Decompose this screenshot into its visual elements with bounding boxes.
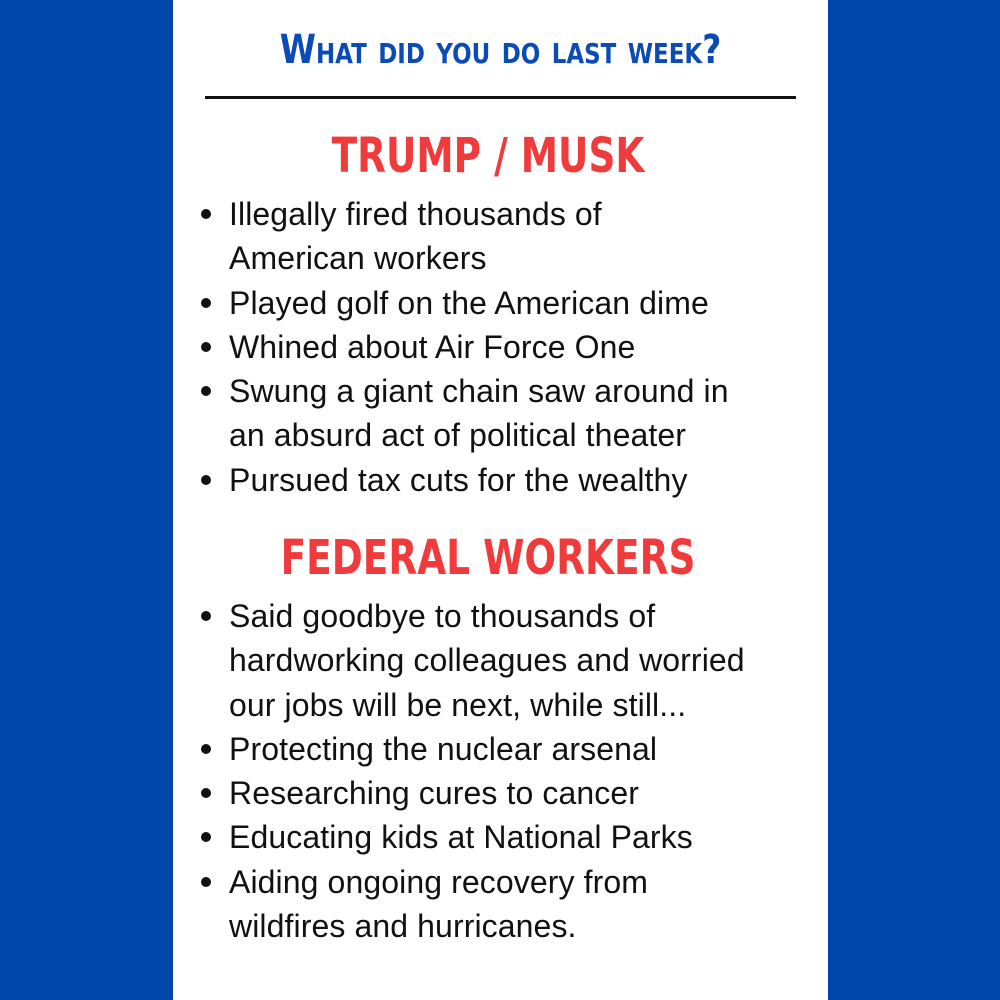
list-item [201,815,826,859]
bullet-icon [201,342,211,352]
list-item-text: Said goodbye to thousands of hardworking colleagues and worried our jobs will be next, while still... [229,598,745,723]
list-item [201,771,826,815]
bullet-icon [201,788,211,798]
bullet-icon [201,298,211,308]
list-item-text: Swung a giant chain saw around in an absurd act of political theater [229,373,729,454]
list-item-text: Researching cures to cancer [229,775,640,812]
title-divider [205,96,796,99]
list-item-text: Protecting the nuclear arsenal [229,730,658,767]
bullet-icon [201,744,211,754]
list-item [201,458,826,502]
bullet-icon [201,386,211,396]
list-item [201,325,826,369]
bullet-icon [201,877,211,887]
list-item [201,860,826,949]
section-heading-trump-musk: TRUMP / MUSK [331,128,645,184]
list-item-text: Whined about Air Force One [229,328,636,365]
bullet-icon [201,611,211,621]
page-title: What did you do last week? [279,27,722,73]
section-heading-federal-workers: FEDERAL WORKERS [280,530,696,586]
list-item [201,594,826,727]
bullet-icon [201,475,211,485]
list-item [201,281,826,325]
bullet-icon [201,209,211,219]
list-item-text: Aiding ongoing recovery from wildfires and hurricanes. [229,863,649,945]
content-card [173,0,828,1000]
list-item [201,369,826,458]
list-item [201,727,826,771]
list-item [201,192,826,281]
trump-musk-list [201,192,826,502]
list-item-text: Illegally fired thousands of American workers [229,196,602,277]
list-item-text: Pursued tax cuts for the wealthy [229,461,688,498]
bullet-icon [201,832,211,842]
list-item-text: Educating kids at National Parks [229,819,693,856]
federal-workers-list [201,594,826,948]
list-item-text: Played golf on the American dime [229,284,709,321]
